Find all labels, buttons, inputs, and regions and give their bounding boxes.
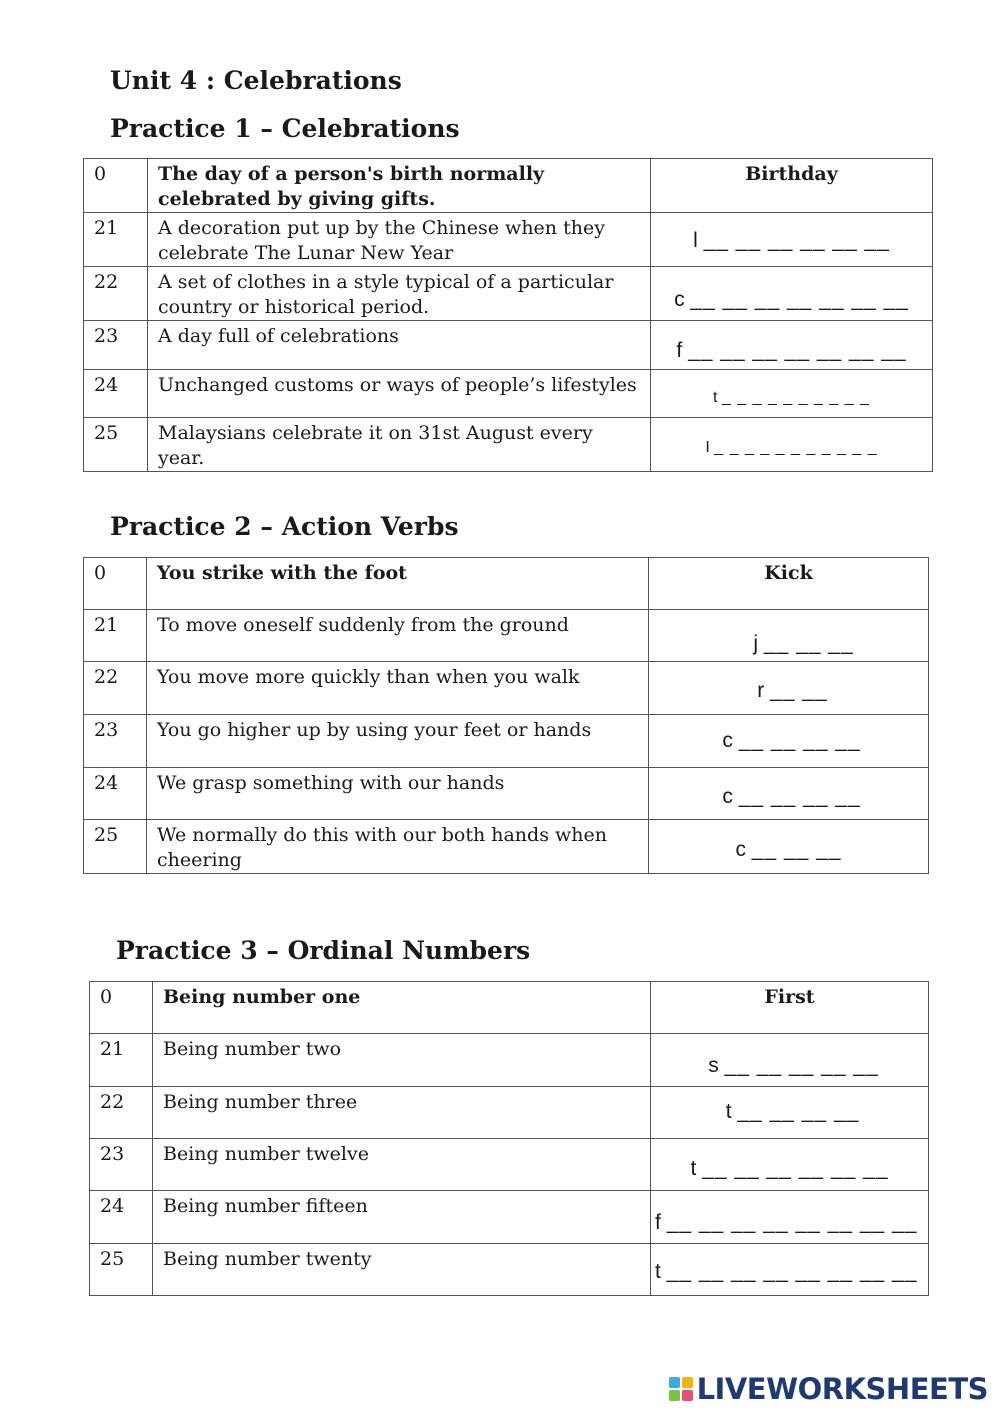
table-row <box>90 1139 929 1191</box>
answer-blanks: __ __ __ __ __ __ <box>702 1157 889 1180</box>
answer-cell[interactable] <box>651 321 933 370</box>
table-row <box>84 820 929 874</box>
practice-3-title: Practice 3 – Ordinal Numbers <box>116 936 531 965</box>
answer-input[interactable] <box>651 1156 928 1181</box>
row-number: 23 <box>84 715 147 768</box>
row-number: 24 <box>84 370 148 418</box>
answer-input[interactable] <box>651 287 932 312</box>
answer-first-letter: t <box>725 1100 732 1123</box>
row-number: 21 <box>84 213 148 267</box>
liveworksheets-brand-text: LIVEWORKSHEETS <box>696 1372 988 1406</box>
row-number: 24 <box>84 768 147 820</box>
answer-input[interactable] <box>651 228 932 253</box>
answer-first-letter: I <box>705 439 710 456</box>
answer-first-letter: c <box>722 729 733 752</box>
question-text: You go higher up by using your feet or hands <box>147 715 649 768</box>
answer-cell[interactable] <box>651 1244 929 1296</box>
answer-cell[interactable] <box>651 370 933 418</box>
question-text: We normally do this with our both hands when cheering <box>147 820 649 874</box>
table-row <box>84 610 929 662</box>
row-number: 22 <box>84 267 148 321</box>
answer-cell[interactable] <box>651 1087 929 1139</box>
row-number: 0 <box>84 558 147 610</box>
liveworksheets-logo[interactable] <box>669 1372 988 1406</box>
answer-cell[interactable] <box>649 820 929 874</box>
answer-first-letter: c <box>722 785 733 808</box>
answer-first-letter: l <box>693 229 698 252</box>
table-row <box>84 321 933 370</box>
table-row <box>84 213 933 267</box>
answer-blanks: __ __ <box>770 679 828 702</box>
question-text: A set of clothes in a style typical of a particular country or historical period. <box>148 267 651 321</box>
answer-blanks: __ __ __ __ __ __ __ <box>690 288 909 311</box>
example-answer: First <box>651 982 929 1034</box>
answer-input[interactable] <box>649 631 928 656</box>
answer-input[interactable] <box>651 435 932 460</box>
row-number: 22 <box>90 1087 153 1139</box>
table-row <box>84 418 933 472</box>
answer-cell[interactable] <box>649 715 929 768</box>
question-text: To move oneself suddenly from the ground <box>147 610 649 662</box>
answer-blanks: __ __ __ __ __ __ <box>703 229 890 252</box>
answer-input[interactable] <box>651 1210 928 1235</box>
table-row <box>90 1191 929 1244</box>
table-row <box>84 159 933 213</box>
question-text: Being number two <box>153 1034 651 1087</box>
row-number: 25 <box>84 418 148 472</box>
question-text: Malaysians celebrate it on 31st August every year. <box>148 418 651 472</box>
practice-3-table <box>89 981 929 1296</box>
question-text: You strike with the foot <box>147 558 649 610</box>
table-row <box>90 1244 929 1296</box>
answer-first-letter: s <box>708 1054 719 1077</box>
row-number: 22 <box>84 662 147 715</box>
table-row <box>84 768 929 820</box>
answer-input[interactable] <box>649 678 928 703</box>
row-number: 21 <box>84 610 147 662</box>
answer-input[interactable] <box>651 1259 928 1284</box>
row-number: 23 <box>84 321 148 370</box>
row-number: 0 <box>90 982 153 1034</box>
answer-input[interactable] <box>649 837 928 862</box>
answer-blanks: __ __ __ __ <box>738 729 861 752</box>
answer-input[interactable] <box>651 338 932 363</box>
answer-first-letter: c <box>735 838 746 861</box>
question-text: You move more quickly than when you walk <box>147 662 649 715</box>
answer-blanks: __ __ __ __ __ __ __ __ <box>666 1211 918 1234</box>
example-answer: Kick <box>649 558 929 610</box>
answer-first-letter: c <box>674 288 685 311</box>
answer-first-letter: t <box>713 389 718 406</box>
table-row <box>84 715 929 768</box>
answer-cell[interactable] <box>651 1191 929 1244</box>
answer-first-letter: f <box>655 1211 661 1234</box>
answer-blanks: __ __ __ __ __ __ __ <box>688 339 907 362</box>
row-number: 21 <box>90 1034 153 1087</box>
answer-blanks: __ __ __ __ __ __ __ __ <box>666 1260 918 1283</box>
question-text: A day full of celebrations <box>148 321 651 370</box>
table-row <box>84 558 929 610</box>
answer-blanks: __ __ __ <box>751 838 842 861</box>
answer-cell[interactable] <box>651 418 933 472</box>
answer-first-letter: t <box>655 1260 661 1283</box>
question-text: Being number one <box>153 982 651 1034</box>
answer-cell[interactable] <box>649 662 929 715</box>
question-text: We grasp something with our hands <box>147 768 649 820</box>
table-row <box>90 1087 929 1139</box>
answer-first-letter: f <box>676 339 683 362</box>
answer-input[interactable] <box>651 1053 928 1078</box>
logo-square <box>669 1390 680 1401</box>
answer-blanks: __ __ __ __ __ <box>724 1054 879 1077</box>
logo-square <box>682 1390 693 1401</box>
question-text: Being number three <box>153 1087 651 1139</box>
row-number: 0 <box>84 159 148 213</box>
answer-input[interactable] <box>649 728 928 753</box>
practice-2-title: Practice 2 – Action Verbs <box>110 512 459 541</box>
practice-1-title: Practice 1 – Celebrations <box>110 114 460 143</box>
answer-input[interactable] <box>651 1099 928 1124</box>
answer-cell[interactable] <box>651 1139 929 1191</box>
logo-square <box>669 1377 680 1388</box>
answer-cell[interactable] <box>649 610 929 662</box>
table-row <box>90 1034 929 1087</box>
answer-blanks: _ _ _ _ _ _ _ _ _ _ <box>721 389 870 406</box>
answer-first-letter: j <box>753 632 759 655</box>
table-row <box>84 267 933 321</box>
answer-blanks: _ _ _ _ _ _ _ _ _ _ _ <box>714 439 878 456</box>
table-row <box>84 370 933 418</box>
answer-first-letter: t <box>690 1157 697 1180</box>
example-answer: Birthday <box>651 159 933 213</box>
table-row <box>84 662 929 715</box>
answer-first-letter: r <box>757 679 765 702</box>
answer-input[interactable] <box>651 385 932 410</box>
answer-input[interactable] <box>649 784 928 809</box>
question-text: Being number fifteen <box>153 1191 651 1244</box>
unit-title: Unit 4 : Celebrations <box>110 66 402 95</box>
question-text: The day of a person's birth normally celebrated by giving gifts. <box>148 159 651 213</box>
question-text: A decoration put up by the Chinese when they celebrate The Lunar New Year <box>148 213 651 267</box>
question-text: Being number twelve <box>153 1139 651 1191</box>
answer-blanks: __ __ __ <box>763 632 854 655</box>
liveworksheets-logo-icon <box>669 1377 693 1401</box>
row-number: 25 <box>90 1244 153 1296</box>
practice-1-table <box>83 158 933 472</box>
row-number: 25 <box>84 820 147 874</box>
answer-blanks: __ __ __ __ <box>738 785 861 808</box>
answer-blanks: __ __ __ __ <box>737 1100 860 1123</box>
logo-square <box>682 1377 693 1388</box>
answer-cell[interactable] <box>649 768 929 820</box>
practice-2-table <box>83 557 929 874</box>
answer-cell[interactable] <box>651 213 933 267</box>
row-number: 23 <box>90 1139 153 1191</box>
answer-cell[interactable] <box>651 1034 929 1087</box>
question-text: Unchanged customs or ways of people’s lifestyles <box>148 370 651 418</box>
answer-cell[interactable] <box>651 267 933 321</box>
table-row <box>90 982 929 1034</box>
row-number: 24 <box>90 1191 153 1244</box>
question-text: Being number twenty <box>153 1244 651 1296</box>
